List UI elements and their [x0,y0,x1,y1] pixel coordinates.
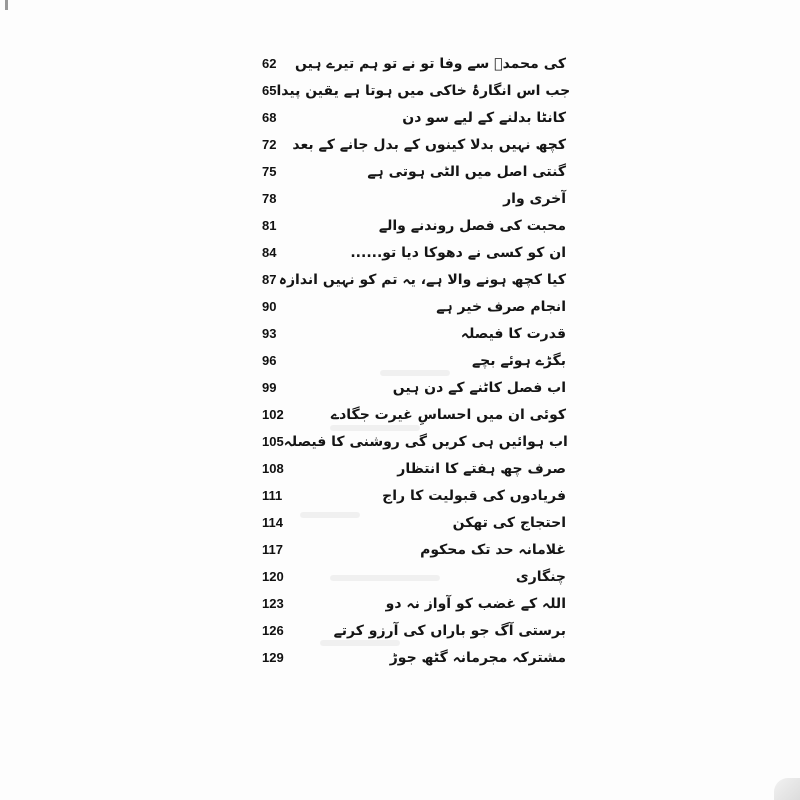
toc-page-number: 120 [262,569,284,584]
toc-entry [250,617,570,644]
toc-title: گنتی اصل میں الٹی ہوتی ہے [367,163,566,180]
toc-title: اب فصل کاٹنے کے دن ہیں [392,379,566,396]
toc-title: مشترکہ مجرمانہ گٹھ جوڑ [389,649,566,666]
toc-page-number: 81 [262,218,277,233]
page-corner-curl [774,778,800,800]
toc-title: آخری وار [503,190,566,207]
toc-page-number: 90 [262,299,277,314]
toc-title: کیا کچھ ہونے والا ہے، یہ تم کو نہیں اندازہ [278,271,566,288]
toc-page-number: 123 [262,596,284,611]
toc-page-number: 129 [262,650,284,665]
toc-page-number: 68 [262,110,277,125]
toc-title: اب ہوائیں ہی کریں گی روشنی کا فیصلہ [283,433,568,450]
toc-page-number: 114 [262,515,283,530]
toc-page-number: 108 [262,461,284,476]
toc-entry [250,536,570,563]
page-edge-mark [5,0,8,10]
toc-title: ان کو کسی نے دھوکا دیا تو...... [350,244,566,261]
toc-entry [250,455,570,482]
toc-page-number: 105 [262,434,284,449]
toc-page-number: 75 [262,164,277,179]
toc-page-number: 117 [262,542,283,557]
toc-page-number: 62 [262,56,277,71]
toc-title: برستی آگ جو باراں کی آرزو کرتے [333,622,566,639]
toc-entry [250,644,570,671]
toc-title: قدرت کا فیصلہ [460,325,566,342]
toc-page-number: 99 [262,380,277,395]
toc-page-number: 87 [262,272,277,287]
toc-title: احتجاج کی تھکن [452,514,566,531]
toc-entry [250,239,570,266]
toc-entry [250,158,570,185]
toc-title: محبت کی فصل روندنے والے [378,217,566,234]
toc-title: فریادوں کی قبولیت کا راج [382,487,566,504]
toc-page-number: 78 [262,191,277,206]
toc-title: صرف چھ ہفتے کا انتظار [397,460,566,477]
toc-entry [250,563,570,590]
toc-entry [250,347,570,374]
toc-page-number: 102 [262,407,284,422]
toc-title: کچھ نہیں بدلا کینوں کے بدل جانے کے بعد [292,136,566,153]
toc-title: اللہ کے غضب کو آواز نہ دو [385,595,566,612]
toc-title: غلامانہ حد تک محکوم [420,541,566,558]
toc-page-number: 93 [262,326,277,341]
toc-page-number: 111 [262,488,283,503]
toc-page-number: 72 [262,137,277,152]
toc-entry [250,509,570,536]
toc-entry [250,77,570,104]
toc-entry [250,50,570,77]
toc-title: کی محمدؐ سے وفا تو نے تو ہم تیرے ہیں [294,55,566,72]
toc-page-number: 84 [262,245,277,260]
toc-entry [250,482,570,509]
toc-title: چنگاری [515,568,566,585]
toc-entry [250,590,570,617]
toc-page-number: 126 [262,623,284,638]
toc-entry [250,212,570,239]
toc-entry [250,293,570,320]
toc-entry [250,428,570,455]
toc-title: جب اس انگارۂ خاکی میں ہوتا ہے یقین پیدا [276,82,571,99]
toc-entry [250,374,570,401]
table-of-contents [250,50,570,671]
toc-title: کوئی ان میں احساسِ غیرت جگادے [330,406,566,423]
toc-entry [250,185,570,212]
toc-entry [250,266,570,293]
toc-title: بگڑے ہوئے بچے [471,352,566,369]
toc-title: انجام صرف خیر ہے [436,298,566,315]
toc-page-number: 96 [262,353,277,368]
toc-entry [250,401,570,428]
toc-entry [250,320,570,347]
toc-page-number: 65 [262,83,277,98]
toc-title: کانٹا بدلنے کے لیے سو دن [402,109,566,126]
toc-entry [250,131,570,158]
toc-entry [250,104,570,131]
